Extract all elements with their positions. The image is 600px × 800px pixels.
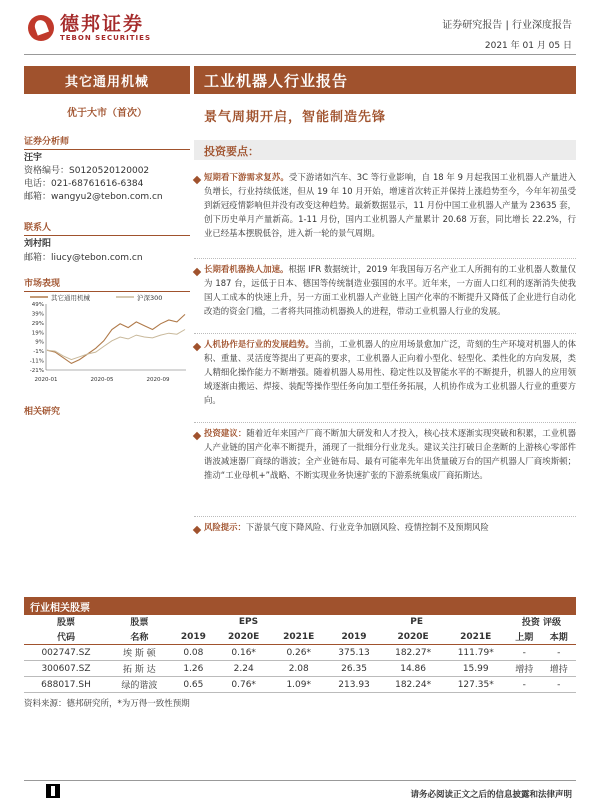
- table-cell: 26.35: [326, 661, 382, 677]
- table-cell: -: [541, 677, 576, 693]
- col-header: 2020E: [216, 629, 271, 645]
- brand-name-en: TEBON SECURITIES: [60, 34, 151, 42]
- analyst-email[interactable]: 邮箱：wangyu2@tebon.com.cn: [24, 192, 163, 202]
- point-2: [204, 262, 576, 318]
- col-header-rating: 投资 评级: [521, 618, 562, 628]
- analyst-phone: 电话：021-68761616-6384: [24, 179, 144, 189]
- report-title: 工业机器人行业报告: [194, 66, 576, 94]
- series-line-2: [47, 330, 185, 360]
- point-1-text: 受下游诸如汽车、3C 等行业影响，自 18 年 9 月起我国工业机器人产量进入负增长，行业持续低迷，但从 19 年 10 月开始，增速首次转正并保持上涨趋势至今，今年年初虽受到新冠疫情影响但并没有改变这种趋势。最新数据显示，11 月份中国工业机器人产量为 23635 套，创下历史单月产量新高。1-11 月份，国内工业机器人产量累计 20.68 万套，同比增长 22.2%，行业已经基本摆脱低谷，进入新一轮的景气周期。: [204, 172, 576, 238]
- contact-heading: 联系人: [24, 220, 190, 236]
- market-heading: 市场表现: [24, 276, 190, 292]
- table-cell: 15.99: [444, 661, 507, 677]
- stock-table-heading: 行业相关股票: [24, 597, 576, 614]
- bullet-icon: [193, 526, 201, 534]
- table-cell: 1.09*: [271, 677, 326, 693]
- table-source: 资料来源：德邦研究所，*为万得一致性预期: [24, 699, 190, 709]
- point-5: [204, 520, 576, 534]
- header-divider: [24, 54, 576, 55]
- qr-code-icon: [46, 784, 60, 798]
- table-cell: -: [541, 645, 576, 661]
- col-header: 本期: [541, 629, 576, 645]
- point-1-lead: 短期看下游需求复苏。: [204, 172, 289, 182]
- market-chart-svg: [24, 292, 190, 384]
- table-cell: 2.08: [271, 661, 326, 677]
- key-points-heading: 投资要点：: [194, 140, 576, 160]
- table-cell: 002747.SZ: [24, 645, 108, 661]
- point-3: [204, 337, 576, 407]
- point-3-text: 当前，工业机器人的应用场景愈加广泛，苛刻的生产环境对机器人的体积、重量、灵活度等提出了更高的要求，工业机器人正向着小型化、轻型化、柔性化的方向发展，类人精细化操作能力不断增强。随着机器人易用性、稳定性以及智能水平的不断提升，机器人的应用领域逐渐由搬运、焊接、装配等操作型任务向加工型任务拓展，人机协作成为工业机器人行业的重要方向。: [204, 339, 577, 405]
- legend-label: 沪深300: [137, 294, 163, 302]
- table-cell: 182.24*: [382, 677, 445, 693]
- table-cell: 182.27*: [382, 645, 445, 661]
- y-tick-label: -21%: [29, 368, 44, 374]
- table-cell: 0.16*: [216, 645, 271, 661]
- col-header-eps: EPS: [238, 616, 259, 627]
- x-tick-label: 2020-05: [90, 377, 114, 383]
- table-cell: 213.93: [326, 677, 382, 693]
- table-cell: 0.65: [171, 677, 216, 693]
- point-5-lead: 风险提示：: [204, 522, 246, 532]
- table-cell: 拓 斯 达: [108, 661, 171, 677]
- table-cell: 375.13: [326, 645, 382, 661]
- y-tick-label: 49%: [31, 302, 44, 308]
- table-cell: 1.26: [171, 661, 216, 677]
- point-4: [204, 426, 576, 482]
- col-header: 代码: [24, 629, 108, 645]
- report-subtitle: 景气周期开启，智能制造先锋: [204, 110, 387, 125]
- table-cell: 0.26*: [271, 645, 326, 661]
- analyst-name: 汪宇: [24, 153, 43, 163]
- point-5-text: 下游景气度下降风险、行业竞争加剧风险、疫情控制不及预期风险: [245, 522, 489, 532]
- point-2-text: 根据 IFR 数据统计，2019 年我国每万名产业工人所拥有的工业机器人数量仅为 187 台，远低于日本、德国等传统制造业强国的水平。近年来，一方面人口红利的逐渐消失使我国人工成本的快速上升，另一方面工业机器人产业链上国产化率的不断提升又降低了企业进行自动化改造的资金门槛，二者将共同推动机器换人的进程，带动工业机器人行业的发展。: [204, 264, 577, 316]
- table-cell: 0.76*: [216, 677, 271, 693]
- footer-divider: [24, 780, 576, 781]
- y-tick-label: 29%: [31, 320, 44, 327]
- brand-logo: [28, 14, 151, 42]
- bullet-icon: [193, 432, 201, 440]
- bullet-icon: [193, 176, 201, 184]
- col-header: 2019: [171, 629, 216, 645]
- point-4-lead: 投资建议：: [204, 428, 247, 438]
- col-header: 股票: [57, 618, 76, 628]
- report-type: 证券研究报告 | 行业深度报告: [442, 20, 572, 31]
- analyst-cert: 资格编号：S0120520120002: [24, 166, 150, 176]
- table-cell: -: [507, 645, 541, 661]
- report-date: 2021 年 01 月 05 日: [484, 41, 572, 51]
- col-header: 2019: [326, 629, 382, 645]
- table-cell: 2.24: [216, 661, 271, 677]
- col-header-pe: PE: [410, 616, 423, 627]
- table-cell: 111.79*: [444, 645, 507, 661]
- table-row: [24, 645, 576, 661]
- divider: [194, 333, 576, 334]
- col-header: 2021E: [271, 629, 326, 645]
- disclaimer: 请务必阅读正文之后的信息披露和法律声明: [410, 790, 572, 800]
- rating-label: 优于大市（首次）: [67, 108, 147, 119]
- divider: [194, 516, 576, 517]
- related-heading: 相关研究: [24, 407, 61, 417]
- industry-label: 其它通用机械: [24, 66, 190, 94]
- table-cell: 14.86: [382, 661, 445, 677]
- table-cell: 688017.SH: [24, 677, 108, 693]
- brand-mark-icon: [28, 15, 54, 41]
- point-3-lead: 人机协作是行业的发展趋势。: [204, 339, 314, 349]
- bullet-icon: [193, 343, 201, 351]
- col-header: 上期: [507, 629, 541, 645]
- divider: [194, 258, 576, 259]
- contact-name: 刘村阳: [24, 239, 52, 249]
- point-1: [204, 170, 576, 240]
- col-header: 2020E: [382, 629, 445, 645]
- divider: [194, 422, 576, 423]
- market-chart: [24, 292, 190, 384]
- y-tick-label: -1%: [33, 349, 44, 356]
- table-cell: 绿的谐波: [108, 677, 171, 693]
- table-cell: -: [507, 677, 541, 693]
- y-tick-label: 9%: [35, 339, 44, 346]
- bullet-icon: [193, 268, 201, 276]
- y-tick-label: 19%: [31, 330, 44, 337]
- brand-name: 德邦证券: [60, 13, 145, 35]
- analyst-heading: 证券分析师: [24, 134, 190, 150]
- x-tick-label: 2020-01: [34, 377, 58, 383]
- y-tick-label: 39%: [31, 311, 44, 318]
- y-tick-label: -11%: [29, 358, 44, 365]
- table-cell: 0.08: [171, 645, 216, 661]
- stock-table: [24, 614, 576, 693]
- contact-email[interactable]: 邮箱：liucy@tebon.com.cn: [24, 253, 143, 263]
- x-tick-label: 2020-09: [146, 377, 170, 383]
- legend-label: 其它通用机械: [51, 294, 90, 302]
- table-cell: 127.35*: [444, 677, 507, 693]
- table-row: [24, 661, 576, 677]
- col-header: 股票: [130, 618, 149, 628]
- page-header: [0, 0, 600, 60]
- table-row: [24, 677, 576, 693]
- col-header: 2021E: [444, 629, 507, 645]
- point-2-lead: 长期看机器换人加速。: [204, 264, 289, 274]
- table-cell: 增持: [507, 661, 541, 677]
- point-4-text: 随着近年来国产厂商不断加大研发和人才投入，核心技术逐渐实现突破和积累，工业机器人产业链的国产化率不断提升，涌现了一批细分行业龙头。建议关注打破日企垄断的上游核心零部件谐波减速器厂商绿的谐波；全产业链布局、最有可能率先年出货量破万台的国产机器人厂商埃斯顿；推动“工业母机+”战略、不断实现业务快速扩张的下游系统集成厂商拓斯达。: [204, 428, 577, 480]
- table-cell: 300607.SZ: [24, 661, 108, 677]
- table-cell: 增持: [541, 661, 576, 677]
- table-cell: 埃 斯 顿: [108, 645, 171, 661]
- col-header: 名称: [108, 629, 171, 645]
